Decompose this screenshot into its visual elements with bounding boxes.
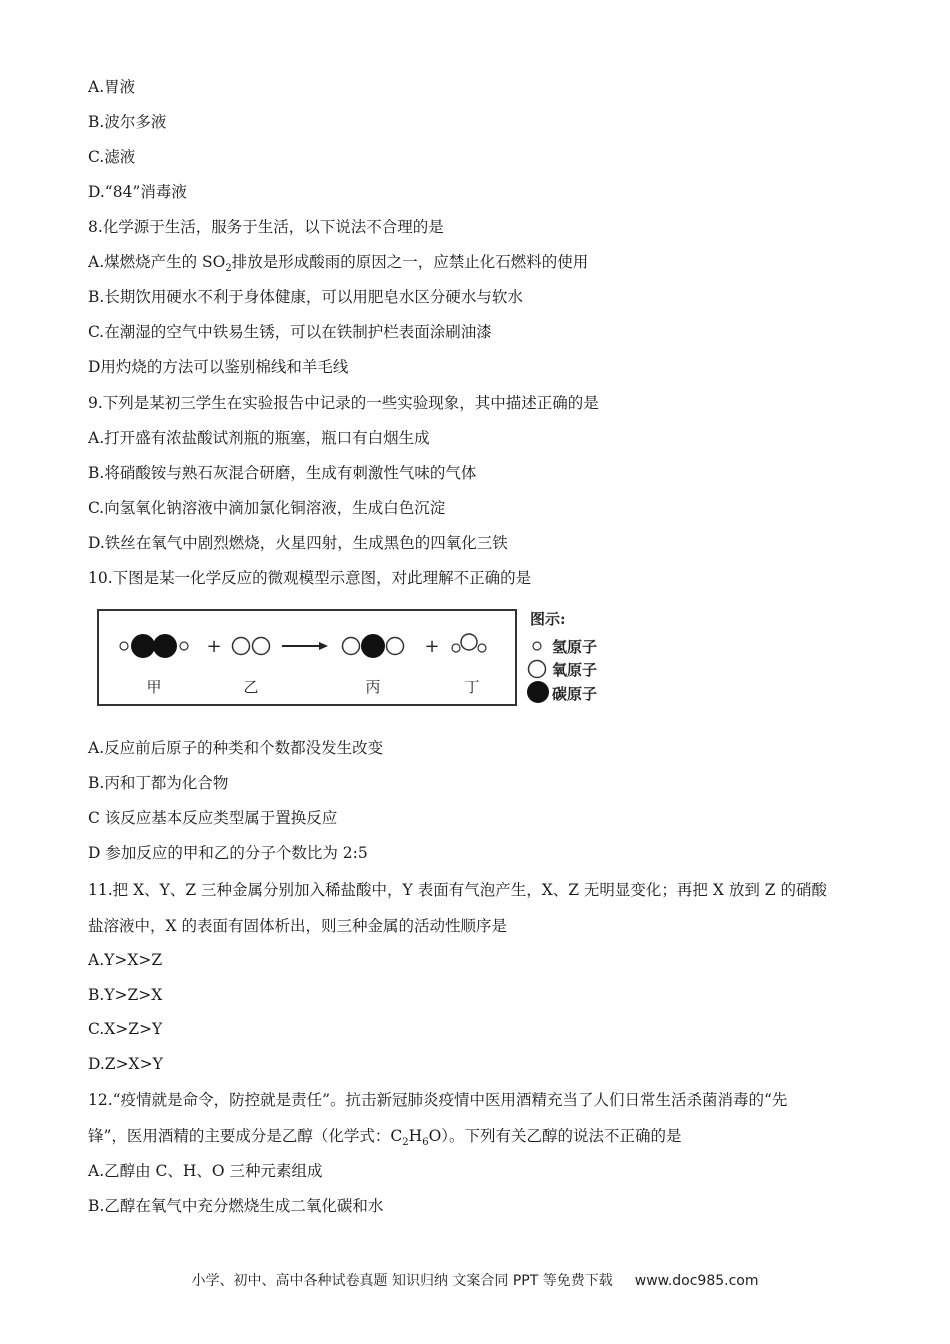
molecule-ding bbox=[452, 634, 486, 652]
question-10-option-d: D 参加反应的甲和乙的分子个数比为 2:5 bbox=[88, 844, 368, 862]
question-11-option-b: B.Y>Z>X bbox=[88, 986, 163, 1004]
question-11-option-a: A.Y>X>Z bbox=[88, 951, 163, 969]
legend-oxygen-label: 氧原子 bbox=[552, 661, 598, 679]
question-8-option-c: C.在潮湿的空气中铁易生锈，可以在铁制护栏表面涂刷油漆 bbox=[88, 323, 492, 341]
footer-site-link[interactable]: www.doc985.com bbox=[634, 1273, 759, 1289]
q12-prefix: 锋”，医用酒精的主要成分是乙醇（化学式：C bbox=[88, 1127, 403, 1145]
legend-oxygen-icon bbox=[529, 661, 546, 678]
option-d-84-disinfectant: D.“84”消毒液 bbox=[88, 183, 187, 201]
label-bing: 丙 bbox=[365, 678, 381, 696]
question-11-option-c: C.X>Z>Y bbox=[88, 1020, 163, 1038]
question-9-option-a: A.打开盛有浓盐酸试剂瓶的瓶塞，瓶口有白烟生成 bbox=[88, 429, 430, 447]
question-10-option-b: B.丙和丁都为化合物 bbox=[88, 774, 229, 792]
question-12-stem-line-1: 12.“疫情就是命令，防控就是责任”。抗击新冠肺炎疫情中医用酒精充当了人们日常生活杀菌消毒的“先 bbox=[88, 1091, 788, 1109]
question-12-option-a: A.乙醇由 C、H、O 三种元素组成 bbox=[88, 1162, 323, 1180]
question-9-option-c: C.向氢氧化钠溶液中滴加氯化铜溶液，生成白色沉淀 bbox=[88, 499, 446, 517]
label-ding: 丁 bbox=[464, 678, 480, 696]
plus-sign-1: + bbox=[206, 636, 222, 657]
question-11-stem-line-1: 11.把 X、Y、Z 三种金属分别加入稀盐酸中，Y 表面有气泡产生，X、Z 无明显变化；再把 X 放到 Z 的硝酸 bbox=[88, 881, 827, 899]
question-11-option-d: D.Z>X>Y bbox=[88, 1055, 163, 1073]
question-10-stem: 10.下图是某一化学反应的微观模型示意图，对此理解不正确的是 bbox=[88, 569, 532, 587]
q8a-prefix: A.煤燃烧产生的 SO bbox=[88, 253, 226, 271]
question-8-option-d: D用灼烧的方法可以鉴别棉线和羊毛线 bbox=[88, 358, 349, 376]
question-8-stem: 8.化学源于生活，服务于生活，以下说法不合理的是 bbox=[88, 218, 444, 236]
reaction-arrow bbox=[282, 642, 328, 650]
legend-carbon-label: 碳原子 bbox=[552, 685, 598, 703]
question-10-option-c: C 该反应基本反应类型属于置换反应 bbox=[88, 809, 338, 827]
question-8-option-a bbox=[88, 252, 589, 275]
question-11-stem-line-2: 盐溶液中，X 的表面有固体析出，则三种金属的活动性顺序是 bbox=[88, 917, 507, 935]
question-8-option-b: B.长期饮用硬水不利于身体健康，可以用肥皂水区分硬水与软水 bbox=[88, 288, 523, 306]
reaction-micro-model-figure bbox=[90, 600, 635, 712]
molecule-jia bbox=[120, 634, 188, 658]
legend-title: 图示: bbox=[530, 610, 566, 628]
question-10-option-a: A.反应前后原子的种类和个数都没发生改变 bbox=[88, 739, 384, 757]
q8a-suffix: 排放是形成酸雨的原因之一，应禁止化石燃料的使用 bbox=[231, 253, 589, 271]
question-9-option-b: B.将硝酸铵与熟石灰混合研磨，生成有刺激性气味的气体 bbox=[88, 464, 477, 482]
q12-subscript-h: 6 bbox=[422, 1137, 429, 1148]
question-12-stem-line-2 bbox=[88, 1126, 682, 1149]
plus-sign-2: + bbox=[424, 636, 440, 657]
q8a-subscript: 2 bbox=[225, 263, 232, 275]
q12-subscript-c: 2 bbox=[402, 1137, 409, 1148]
option-a-gastric-juice: A.胃液 bbox=[88, 78, 136, 96]
footer-text: 小学、初中、高中各种试卷真题 知识归纳 文案合同 PPT 等免费下载 bbox=[191, 1273, 613, 1289]
molecule-bing bbox=[343, 634, 404, 658]
question-12-option-b: B.乙醇在氧气中充分燃烧生成二氧化碳和水 bbox=[88, 1197, 384, 1215]
legend-hydrogen-label: 氢原子 bbox=[552, 638, 598, 656]
q12-h: H bbox=[408, 1127, 423, 1145]
legend-hydrogen-icon bbox=[533, 642, 541, 650]
molecule-yi bbox=[233, 638, 270, 655]
question-9-option-d: D.铁丝在氧气中剧烈燃烧，火星四射，生成黑色的四氧化三铁 bbox=[88, 534, 508, 552]
option-b-bordeaux-mixture: B.波尔多液 bbox=[88, 113, 167, 131]
legend-carbon-icon bbox=[527, 681, 549, 703]
q12-suffix: O）。下列有关乙醇的说法不正确的是 bbox=[428, 1127, 682, 1145]
page-footer bbox=[0, 1270, 950, 1290]
label-yi: 乙 bbox=[243, 678, 259, 696]
label-jia: 甲 bbox=[146, 678, 162, 696]
option-c-filtrate: C.滤液 bbox=[88, 148, 136, 166]
question-9-stem: 9.下列是某初三学生在实验报告中记录的一些实验现象，其中描述正确的是 bbox=[88, 394, 599, 412]
